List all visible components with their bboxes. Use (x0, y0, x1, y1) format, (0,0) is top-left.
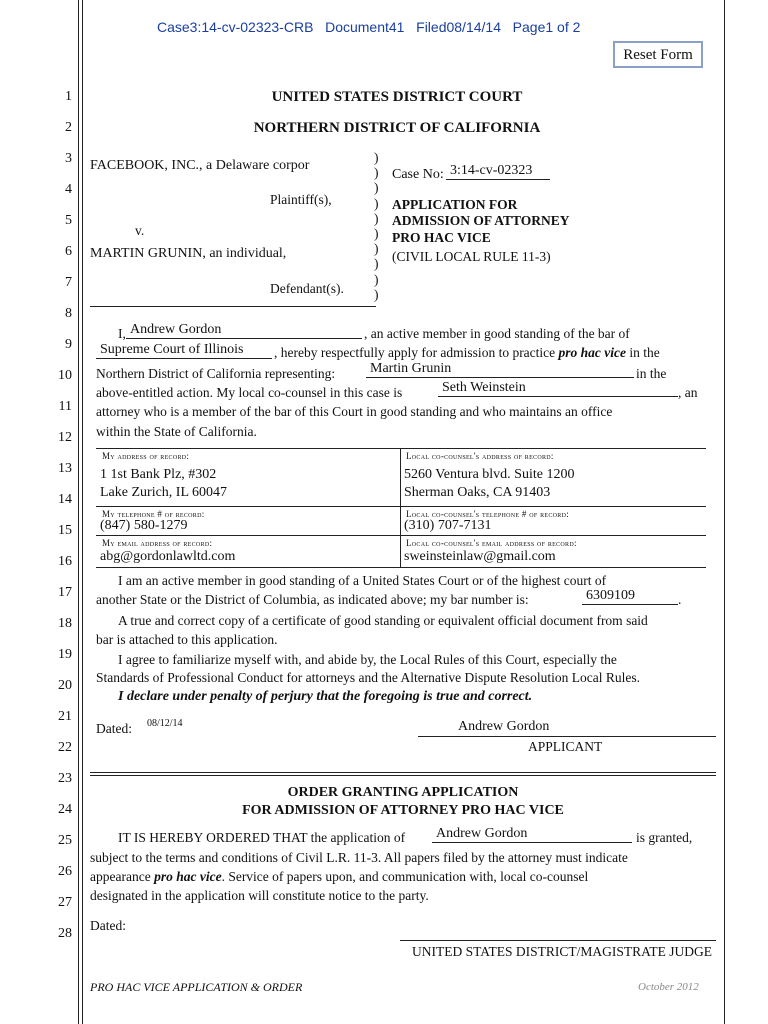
header-page: Page1 of 2 (512, 19, 581, 35)
app-text-3: Northern District of California representing: (96, 366, 336, 381)
order-text-3a: appearance (90, 869, 151, 884)
statement-3b: Standards of Professional Conduct for attorneys and the Alternative Dispute Resolution Local Rules. (96, 670, 641, 685)
line-number: 10 (58, 368, 72, 383)
bar-field[interactable]: Supreme Court of Illinois (96, 342, 272, 359)
line-number: 16 (58, 554, 72, 569)
app-text-5: attorney who is a member of the bar of this Court in good standing and who maintains an office (96, 404, 613, 419)
order-title-1: ORDER GRANTING APPLICATION (287, 785, 519, 800)
line-number: 12 (58, 430, 72, 445)
line-number: 11 (58, 399, 72, 414)
my-email-field[interactable]: abg@gordonlawltd.com (100, 549, 236, 564)
line-number: 7 (65, 275, 72, 290)
line-number: 2 (65, 120, 72, 135)
line-number: 21 (58, 709, 72, 724)
app-text-1: , an active member in good standing of the bar of (364, 326, 630, 341)
cc-address-line1[interactable]: 5260 Ventura blvd. Suite 1200 (404, 467, 575, 482)
header-filed: Filed08/14/14 (416, 19, 501, 35)
my-address-line1[interactable]: 1 1st Bank Plz, #302 (100, 467, 217, 482)
app-text-6: within the State of California. (96, 424, 257, 439)
left-margin-line-inner (82, 0, 83, 1024)
document-header (157, 19, 580, 35)
order-applicant-field[interactable]: Andrew Gordon (432, 826, 632, 843)
cc-email-label: Local co-counsel's email address of record: (406, 538, 577, 548)
pro-hac-vice-text: pro hac vice (558, 345, 627, 360)
caption-underline (90, 306, 376, 307)
line-number: 14 (58, 492, 72, 507)
app-title-3: PRO HAC VICE (392, 230, 491, 245)
line-number: 27 (58, 895, 72, 910)
order-text-3b: . Service of papers upon, and communication with, local co-counsel (221, 869, 589, 884)
defendant-label: Defendant(s). (270, 281, 344, 296)
case-no-field[interactable]: 3:14-cv-02323 (446, 163, 550, 180)
order-text-2: subject to the terms and conditions of Civil L.R. 11-3. All papers filed by the attorney must indicate (90, 850, 628, 865)
civil-rule: (CIVIL LOCAL RULE 11-3) (392, 249, 551, 264)
cocounsel-field[interactable]: Seth Weinstein (438, 380, 678, 397)
court-title: UNITED STATES DISTRICT COURT (271, 89, 523, 105)
order-text-1b: is granted, (636, 830, 693, 845)
plaintiff-name: FACEBOOK, INC., a Delaware corpor (90, 158, 310, 173)
order-separator-1 (90, 772, 716, 773)
my-address-line2[interactable]: Lake Zurich, IL 60047 (100, 485, 227, 500)
line-number: 26 (58, 864, 72, 879)
bar-number-field[interactable]: 6309109 (582, 588, 678, 605)
footer-right: October 2012 (638, 981, 699, 993)
line-number: 18 (58, 616, 72, 631)
signature-field[interactable]: Andrew Gordon (458, 719, 550, 734)
statement-3a: I agree to familiarize myself with, and abide by, the Local Rules of this Court, especially the (118, 652, 617, 667)
judge-signature-line (400, 940, 716, 941)
footer-left: PRO HAC VICE APPLICATION & ORDER (90, 980, 303, 994)
case-no-label: Case No: (392, 167, 444, 182)
my-email-label: My email address of record: (102, 538, 213, 548)
line-number: 3 (65, 151, 72, 166)
line-number: 4 (65, 182, 72, 197)
line-number: 5 (65, 213, 72, 228)
app-text-2a: , hereby respectfully apply for admission to practice (274, 345, 556, 360)
dated-field[interactable]: 08/12/14 (147, 718, 183, 729)
cc-address-line2[interactable]: Sherman Oaks, CA 91403 (404, 485, 551, 500)
line-number: 13 (58, 461, 72, 476)
perjury-declaration: I declare under penalty of perjury that the foregoing is true and correct. (118, 689, 533, 704)
line-number: 6 (65, 244, 72, 259)
cc-email-field[interactable]: sweinsteinlaw@gmail.com (404, 549, 556, 564)
table-line-3 (96, 535, 706, 536)
judge-label: UNITED STATES DISTRICT/MAGISTRATE JUDGE (412, 944, 713, 959)
app-text-4: above-entitled action. My local co-counsel in this case is (96, 385, 403, 400)
left-margin-line (78, 0, 79, 1024)
signature-line (418, 736, 716, 737)
cc-phone-field[interactable]: (310) 707-7131 (404, 518, 492, 533)
reset-form-button[interactable]: Reset Form (613, 41, 703, 68)
order-pro-hac-vice: pro hac vice (154, 869, 222, 884)
applicant-label: APPLICANT (528, 739, 603, 754)
line-number: 1 (65, 89, 72, 104)
app-text-2 (274, 345, 660, 361)
statement-2b: bar is attached to this application. (96, 632, 278, 647)
order-title-2: FOR ADMISSION OF ATTORNEY PRO HAC VICE (242, 803, 564, 818)
app-text-4b: , an (678, 385, 698, 400)
header-document: Document41 (325, 19, 405, 35)
line-number: 19 (58, 647, 72, 662)
my-address-label: My address of record: (102, 451, 190, 461)
line-number: 15 (58, 523, 72, 538)
line-number: 8 (65, 306, 72, 321)
order-separator-2 (90, 775, 716, 776)
versus-label: v. (135, 223, 145, 238)
table-divider (400, 448, 401, 568)
dated-label: Dated: (96, 721, 132, 736)
app-title-1: APPLICATION FOR (392, 197, 518, 212)
my-phone-field[interactable]: (847) 580-1279 (100, 518, 188, 533)
line-number: 17 (58, 585, 72, 600)
statement-1a: I am an active member in good standing of a United States Court or of the highest court of (118, 573, 607, 588)
line-number: 23 (58, 771, 72, 786)
statement-1b: another State or the District of Columbia, as indicated above; my bar number is: (96, 592, 529, 607)
header-case: Case3:14-cv-02323-CRB (157, 19, 314, 35)
court-district: NORTHERN DISTRICT OF CALIFORNIA (253, 120, 541, 136)
right-margin-line (724, 0, 725, 1024)
order-text-4: designated in the application will constitute notice to the party. (90, 888, 429, 903)
order-text-1a: IT IS HEREBY ORDERED THAT the application of (118, 830, 406, 845)
order-text-3 (90, 869, 588, 885)
i-label: I, (118, 326, 126, 341)
order-dated-label: Dated: (90, 918, 126, 933)
applicant-name-field[interactable]: Andrew Gordon (126, 322, 362, 339)
app-title-2: ADMISSION OF ATTORNEY (392, 213, 570, 228)
representing-field[interactable]: Martin Grunin (366, 361, 634, 378)
app-text-3b: in the (636, 366, 667, 381)
statement-2a: A true and correct copy of a certificate of good standing or equivalent official document from said (118, 613, 648, 628)
line-number: 28 (58, 926, 72, 941)
caption-parens: ) ) ) ) ) ) ) ) ) ) (374, 150, 379, 302)
plaintiff-label: Plaintiff(s), (270, 192, 332, 207)
line-number: 24 (58, 802, 72, 817)
line-number: 9 (65, 337, 72, 352)
line-number: 25 (58, 833, 72, 848)
statement-1b-end: . (678, 592, 682, 607)
my-phone-label: My telephone # of record: (102, 509, 205, 519)
table-top-line (96, 448, 706, 449)
line-number: 20 (58, 678, 72, 693)
defendant-name: MARTIN GRUNIN, an individual, (90, 246, 287, 261)
table-bottom-line (96, 567, 706, 568)
table-line-2 (96, 506, 706, 507)
app-text-2b: in the (629, 345, 660, 360)
line-number: 22 (58, 740, 72, 755)
cc-address-label: Local co-counsel's address of record: (406, 451, 554, 461)
cc-phone-label: Local co-counsel's telephone # of record: (406, 509, 570, 519)
